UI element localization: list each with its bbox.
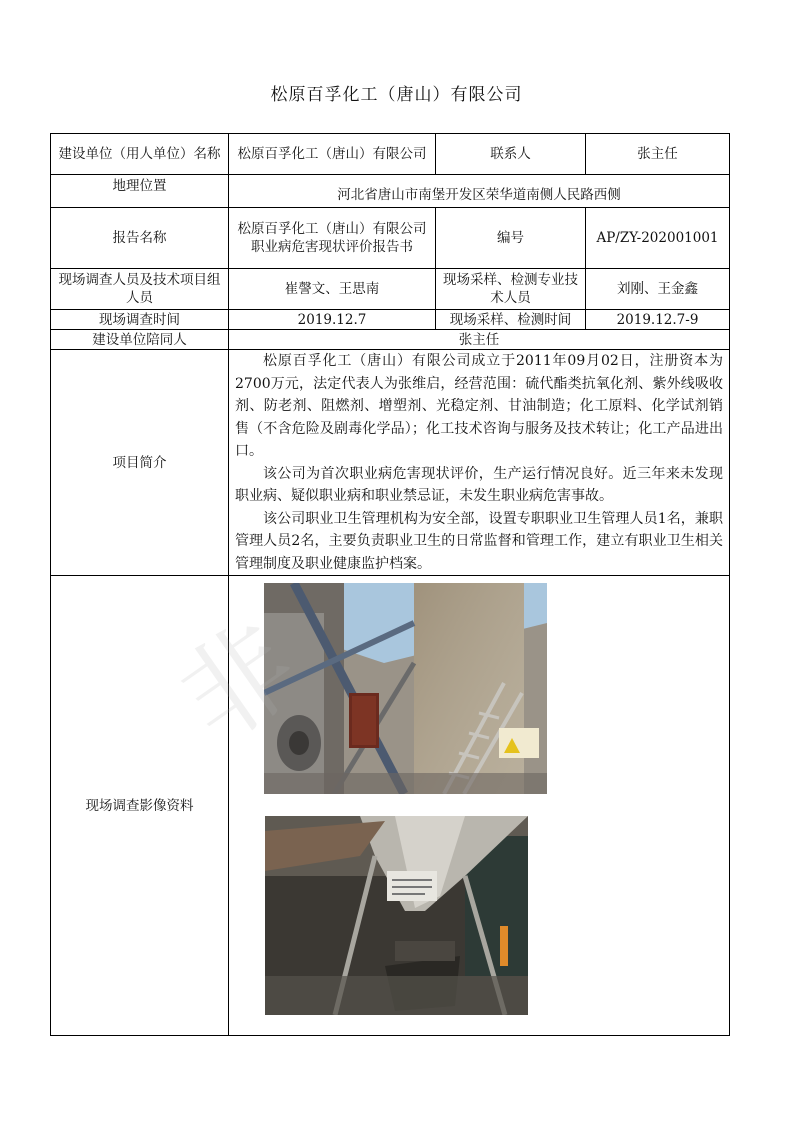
unit-value: 松原百孚化工（唐山）有限公司 — [229, 134, 436, 175]
survey-staff-label: 现场调查人员及技术项目组人员 — [51, 269, 229, 310]
table-row — [51, 576, 730, 1036]
location-value: 河北省唐山市南堡开发区荣华道南侧人民路西侧 — [229, 175, 730, 208]
table-row — [51, 310, 730, 330]
intro-paragraph-3: 该公司职业卫生管理机构为安全部，设置专职职业卫生管理人员1名，兼职管理人员2名，主要负责职业卫生的日常监督和管理工作，建立有职业卫生相关管理制度及职业健康监护档案。 — [235, 510, 723, 572]
sampling-time-label: 现场采样、检测时间 — [436, 310, 586, 330]
sampling-time-value: 2019.12.7-9 — [586, 310, 730, 330]
report-value: 松原百孚化工（唐山）有限公司职业病危害现状评价报告书 — [229, 208, 436, 269]
unit-label: 建设单位（用人单位）名称 — [51, 134, 229, 175]
escort-value: 张主任 — [229, 330, 730, 350]
page-title: 松原百孚化工（唐山）有限公司 — [270, 85, 523, 105]
intro-paragraph-2: 该公司为首次职业病危害现状评价，生产运行情况良好。近三年来未发现职业病、疑似职业病和职业禁忌证，未发生职业病危害事故。 — [235, 465, 723, 504]
table-row — [51, 134, 730, 175]
survey-time-value: 2019.12.7 — [229, 310, 436, 330]
site-photo-2 — [265, 816, 528, 1015]
number-label: 编号 — [436, 208, 586, 269]
intro-content — [229, 350, 730, 576]
photos-cell — [229, 576, 730, 1036]
table-row — [51, 208, 730, 269]
sampling-staff-label: 现场采样、检测专业技术人员 — [436, 269, 586, 310]
location-label: 地理位置 — [51, 175, 229, 208]
intro-label: 项目简介 — [51, 350, 229, 576]
survey-time-label: 现场调查时间 — [51, 310, 229, 330]
escort-label: 建设单位陪同人 — [51, 330, 229, 350]
table-row — [51, 330, 730, 350]
intro-paragraph-1: 松原百孚化工（唐山）有限公司成立于2011年09月02日，注册资本为2700万元，法定代表人为张维启，经营范围：硫代酯类抗氧化剂、紫外线吸收剂、防老剂、阻燃剂、增塑剂、光稳定剂、甘油制造；化工原料、化学试剂销售（不含危险及剧毒化学品）；化工技术咨询与服务及技术转让；化工产品进出口。 — [235, 353, 723, 459]
report-label: 报告名称 — [51, 208, 229, 269]
contact-label: 联系人 — [436, 134, 586, 175]
info-table — [50, 133, 730, 1036]
watermark: 非 — [157, 575, 354, 767]
contact-value: 张主任 — [586, 134, 730, 175]
table-row — [51, 350, 730, 576]
sampling-staff-value: 刘刚、王金鑫 — [586, 269, 730, 310]
survey-staff-value: 崔謦文、王思南 — [229, 269, 436, 310]
number-value: AP/ZY-202001001 — [586, 208, 730, 269]
table-row — [51, 269, 730, 310]
site-photo-1 — [264, 583, 547, 794]
photos-label: 现场调查影像资料 — [51, 576, 229, 1036]
table-row — [51, 175, 730, 208]
